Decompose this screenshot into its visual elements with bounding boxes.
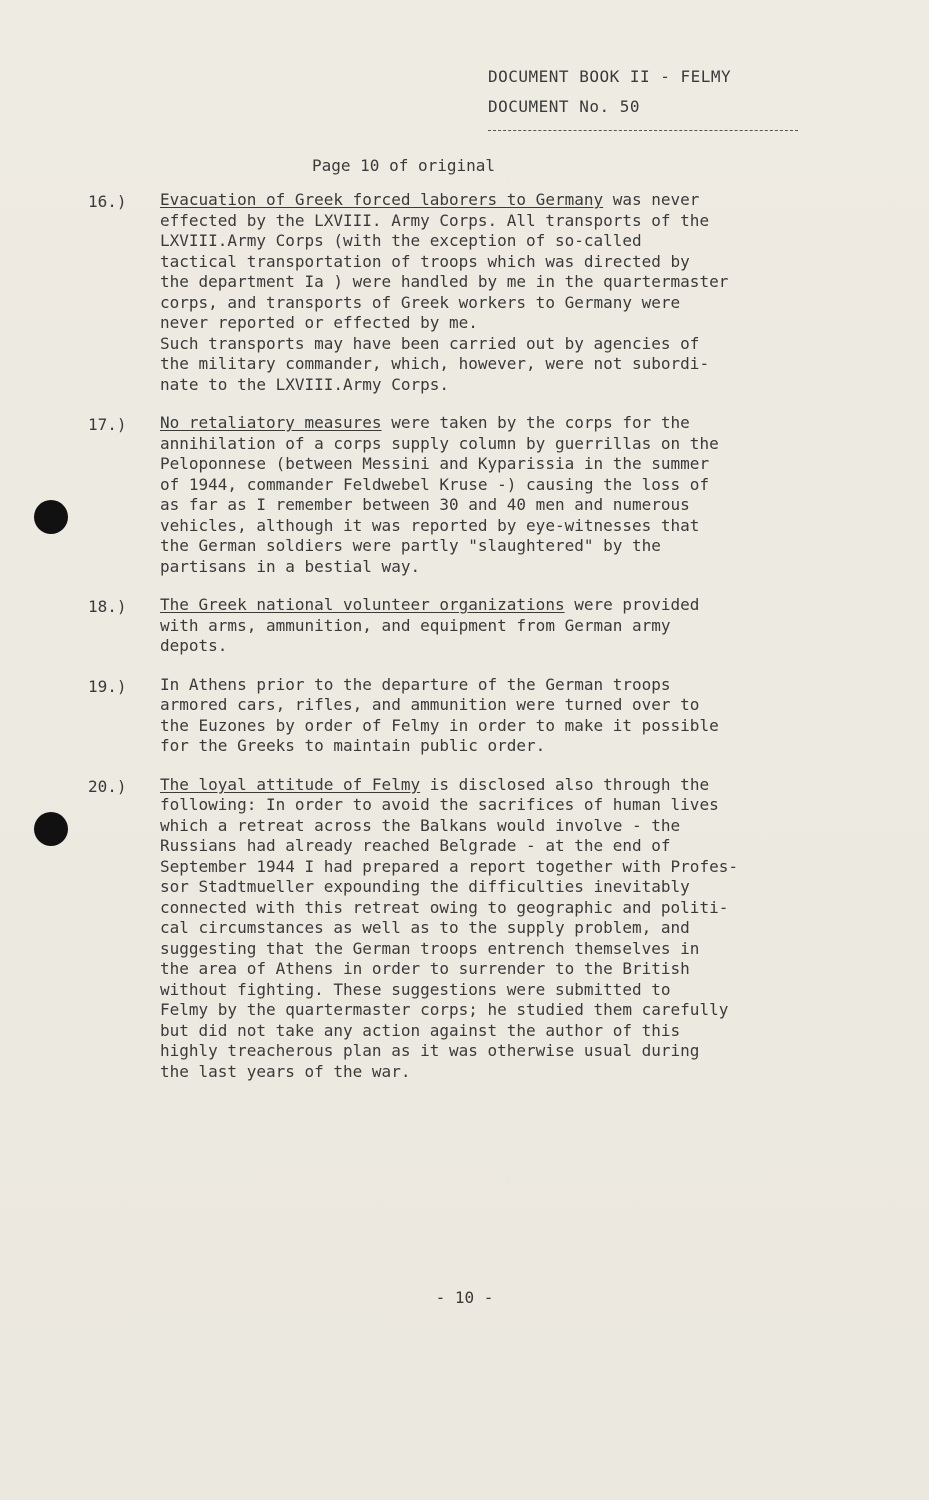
item-text (160, 413, 868, 577)
item-16 (88, 190, 868, 395)
item-paragraph: were provided with arms, ammunition, and equipment from German army depots. (160, 595, 700, 655)
original-page-reference: Page 10 of original (312, 156, 496, 175)
item-underlined-phrase: Evacuation of Greek forced laborers to Germany (160, 190, 604, 209)
item-paragraph: In Athens prior to the departure of the German troops armored cars, rifles, and ammunition were turned over to the Euzones by order of Felmy in order to make it possible for the Greeks to maintain public order. (160, 674, 719, 755)
item-18 (88, 595, 868, 657)
item-text (160, 190, 868, 395)
page-number: - 10 - (435, 1288, 494, 1307)
item-19 (88, 675, 868, 757)
item-text (160, 775, 868, 1083)
item-number: 17.) (88, 415, 127, 434)
item-underlined-phrase: The loyal attitude of Felmy (160, 774, 421, 794)
item-number: 18.) (88, 597, 127, 616)
item-text (160, 675, 868, 757)
item-text (160, 595, 868, 657)
header-document-number: DOCUMENT No. 50 (488, 97, 640, 116)
item-paragraph: is disclosed also through the following: In order to avoid the sacrifices of human lives which a retreat across the Balkans would involve - the Russians had already reached Belgrade - at the end of September 1944 I had prepared a report together with Profes- sor Stadtmueller expounding the difficulties inevitably connected with this retreat owing to geographic and politi- cal circumstances as well as to the supply problem, and suggesting that the German troops entrench themselves in the area of Athens in order to surrender to the British without fighting. These suggestions were submitted to Felmy by the quartermaster corps; he studied them carefully but did not take any action against the author of this highly treacherous plan as it was otherwise usual during the last years of the war. (160, 774, 738, 1081)
item-number: 20.) (88, 776, 127, 796)
punch-hole-lower (34, 812, 68, 846)
numbered-items (88, 190, 868, 1100)
item-number: 16.) (88, 192, 127, 211)
item-paragraph: were taken by the corps for the annihilation of a corps supply column by guerrillas on the Peloponnese (between Messini and Kyparissia in the summer of 1944, commander Feldwebel Kruse -) causing the loss of as far as I remember between 30 and 40 men and numerous vehicles, although it was reported by eye-witnesses that the German soldiers were partly "slaughtered" by the partisans in a bestial way. (160, 413, 719, 576)
item-paragraph: was never effected by the LXVIII. Army Corps. All transports of the LXVIII.Army Corps (with the exception of so-called tactical transportation of troops which was directed by the department Ia ) were handled by me in the quartermaster corps, and transports of Greek workers to Germany were never reported or effected by me. Such transports may have been carried out by agencies of the military commander, which, however, were not subordi- nate to the LXVIII.Army Corps. (160, 190, 729, 394)
item-number: 19.) (88, 676, 127, 696)
item-17 (88, 413, 868, 577)
punch-hole-upper (34, 500, 68, 534)
header-book-title: DOCUMENT BOOK II - FELMY (488, 67, 732, 86)
item-20 (88, 775, 868, 1083)
item-underlined-phrase: The Greek national volunteer organizations (160, 595, 565, 614)
document-header (488, 62, 798, 131)
header-rule (488, 130, 798, 131)
item-underlined-phrase: No retaliatory measures (160, 413, 382, 432)
